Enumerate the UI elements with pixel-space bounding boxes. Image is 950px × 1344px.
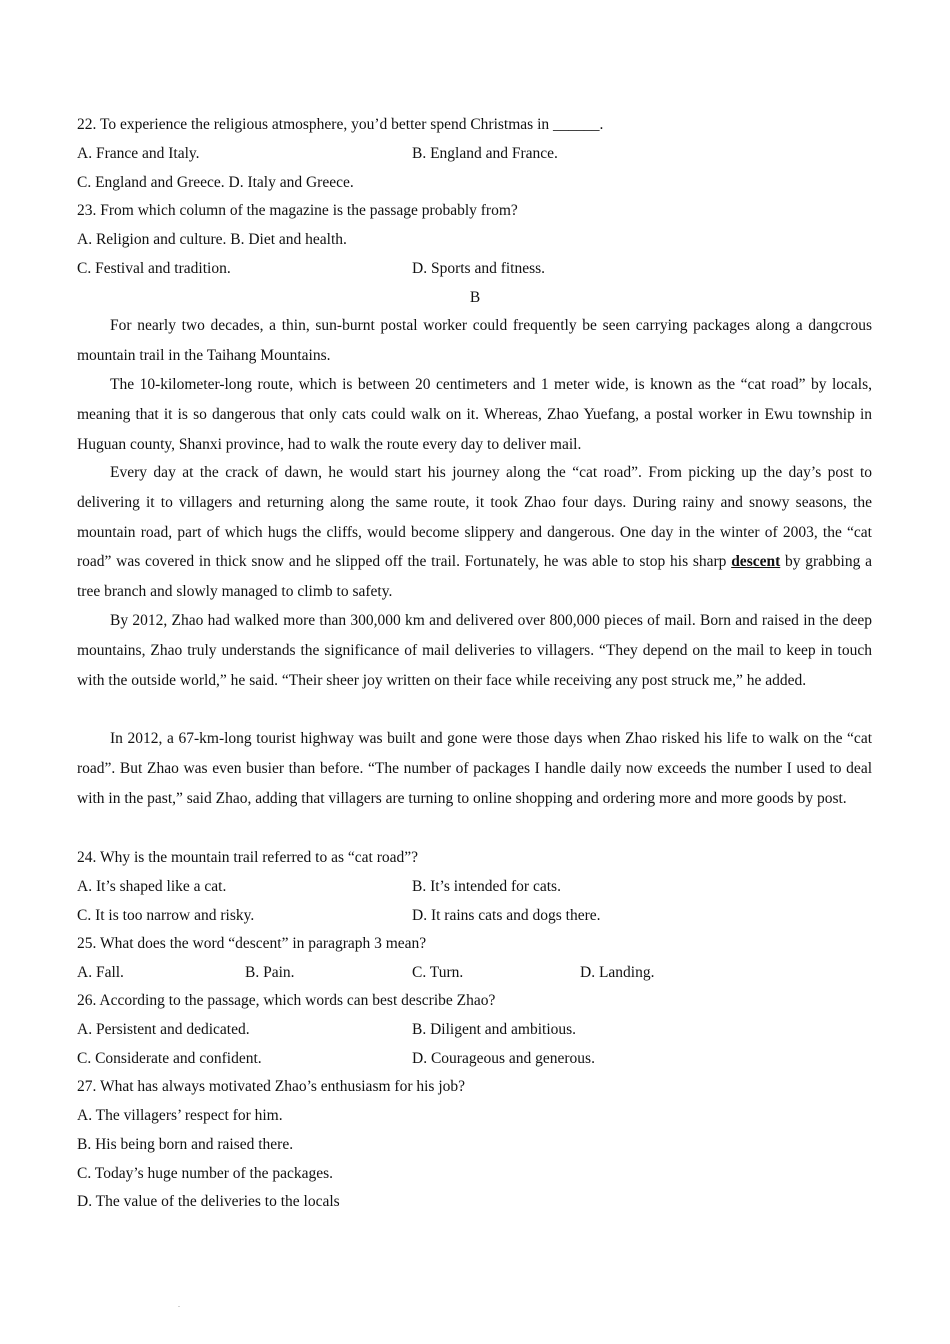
- question-26-option-d: D. Courageous and generous.: [412, 1050, 595, 1067]
- question-27-option-c: C. Today’s huge number of the packages.: [77, 1165, 334, 1182]
- question-25-option-b: B. Pain.: [245, 964, 295, 981]
- passage-paragraph-1: For nearly two decades, a thin, sun-burnt postal worker could frequently be seen carrying packages along a dangcrous mountain trail in the Taihang Mountains.: [77, 317, 872, 364]
- question-22-stem: 22. To experience the religious atmosphere, you’d better spend Christmas in ______.: [77, 116, 604, 133]
- question-23-options-ab: A. Religion and culture. B. Diet and health.: [77, 231, 347, 248]
- question-24-option-c: C. It is too narrow and risky.: [77, 907, 255, 924]
- section-label: B: [469, 289, 481, 306]
- paragraph-3-text-before: Every day at the crack of dawn, he would start his journey along the “cat road”. From picking up the day’s post to delivering it to villagers and returning along the same route, it took Zhao four days. During rainy and snowy seasons, the mountain road, part of which hugs the cliffs, would become slippery and dangerous. One day in the winter of 2003, the “cat road” was covered in thick snow and he slipped off the trail. Fortunately, he was able to stop his sharp: [77, 464, 872, 571]
- question-25-stem: 25. What does the word “descent” in paragraph 3 mean?: [77, 935, 427, 952]
- question-26-stem: 26. According to the passage, which words can best describe Zhao?: [77, 992, 496, 1009]
- passage-paragraph-5: In 2012, a 67-km-long tourist highway was built and gone were those days when Zhao risked his life to walk on the “cat road”. But Zhao was even busier than before. “The number of packages I handle daily now exceeds the number I used to deal with in the past,” said Zhao, adding that villagers are turning to online shopping and ordering more and more goods by post.: [77, 730, 872, 807]
- passage-paragraph-3: [77, 458, 872, 607]
- question-26-option-b: B. Diligent and ambitious.: [412, 1021, 577, 1038]
- question-26-option-c: C. Considerate and confident.: [77, 1050, 262, 1067]
- question-24-option-b: B. It’s intended for cats.: [412, 878, 561, 895]
- question-23-option-d: D. Sports and fitness.: [412, 260, 546, 277]
- question-27-option-d: D. The value of the deliveries to the locals: [77, 1193, 340, 1210]
- question-26-option-a: A. Persistent and dedicated.: [77, 1021, 250, 1038]
- question-23-stem: 23. From which column of the magazine is the passage probably from?: [77, 202, 518, 219]
- question-22-option-b: B. England and France.: [412, 145, 558, 162]
- question-27-option-b: B. His being born and raised there.: [77, 1136, 294, 1153]
- question-24-option-a: A. It’s shaped like a cat.: [77, 878, 227, 895]
- question-24-stem: 24. Why is the mountain trail referred to as “cat road”?: [77, 849, 419, 866]
- paragraph-3-text-after: by grabbing a tree branch and slowly managed to climb to safety.: [77, 553, 872, 601]
- question-27-option-a: A. The villagers’ respect for him.: [77, 1107, 283, 1124]
- question-27-stem: 27. What has always motivated Zhao’s enthusiasm for his job?: [77, 1078, 465, 1095]
- footer-mark: .: [178, 1300, 180, 1309]
- question-23-option-c: C. Festival and tradition.: [77, 260, 231, 277]
- passage-paragraph-2: The 10-kilometer-long route, which is between 20 centimeters and 1 meter wide, is known as the “cat road” by locals, meaning that it is so dangerous that only cats could walk on it. Whereas, Zhao Yuefang, a postal worker in Ewu township in Huguan county, Shanxi province, had to walk the route every day to deliver mail.: [77, 376, 872, 453]
- question-25-option-a: A. Fall.: [77, 964, 124, 981]
- question-22-option-a: A. France and Italy.: [77, 145, 200, 162]
- keyword-descent: descent: [731, 553, 781, 571]
- question-24-option-d: D. It rains cats and dogs there.: [412, 907, 601, 924]
- question-25-option-c: C. Turn.: [412, 964, 464, 981]
- question-22-options-cd: C. England and Greece. D. Italy and Greece.: [77, 174, 354, 191]
- passage-paragraph-4: By 2012, Zhao had walked more than 300,000 km and delivered over 800,000 pieces of mail. Born and raised in the deep mountains, Zhao truly understands the significance of mail deliveries to villagers. “They depend on the mail to keep in touch with the outside world,” he said. “Their sheer joy written on their face while receiving any post struck me,” he added.: [77, 612, 872, 689]
- question-25-option-d: D. Landing.: [580, 964, 655, 981]
